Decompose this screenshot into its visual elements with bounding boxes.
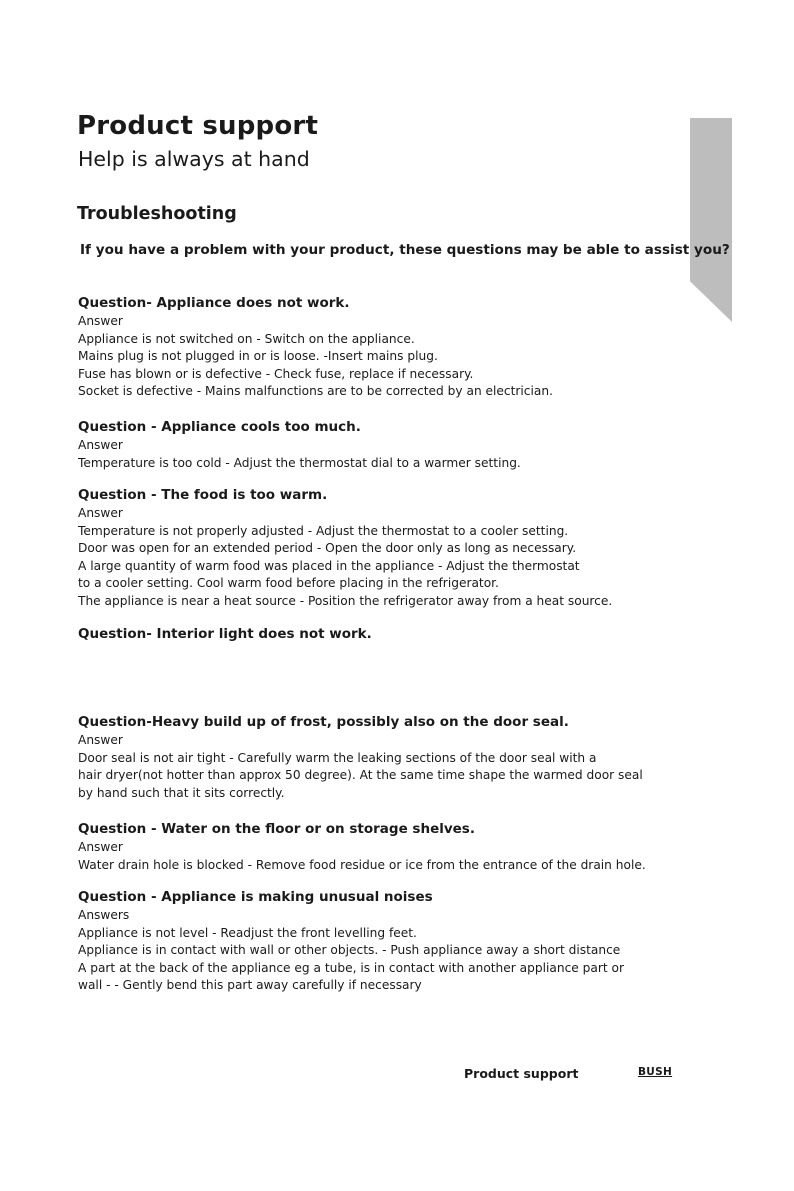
section-title: Troubleshooting bbox=[77, 204, 237, 224]
answer-line: Appliance is in contact with wall or other objects. - Push appliance away a short distance bbox=[78, 943, 621, 957]
answer-line: Appliance is not level - Readjust the front levelling feet. bbox=[78, 925, 417, 940]
section-intro: If you have a problem with your product, these questions may be able to assist you? bbox=[80, 242, 730, 258]
answer-line: to a cooler setting. Cool warm food before placing in the refrigerator. bbox=[78, 576, 499, 590]
answer-label: Answer bbox=[78, 506, 123, 520]
question-block-appliance-not-work bbox=[78, 293, 698, 401]
section-tab-marker bbox=[690, 118, 732, 322]
answer-line: wall - - Gently bend this part away carefully if necessary bbox=[78, 978, 422, 992]
question-block-unusual-noises bbox=[78, 887, 698, 995]
question-title: Question- Interior light does not work. bbox=[78, 626, 372, 642]
question-block-cools-too-much bbox=[78, 417, 698, 472]
answer-line: Door seal is not air tight - Carefully warm the leaking sections of the door seal with a bbox=[78, 750, 597, 765]
answer-line: Temperature is too cold - Adjust the thermostat dial to a warmer setting. bbox=[78, 455, 521, 470]
question-block-frost bbox=[78, 712, 698, 802]
page-subtitle: Help is always at hand bbox=[78, 147, 310, 171]
page-title: Product support bbox=[77, 111, 319, 141]
question-block-food-too-warm bbox=[78, 485, 698, 610]
answer-line: The appliance is near a heat source - Position the refrigerator away from a heat source. bbox=[78, 593, 613, 608]
answer-line: by hand such that it sits correctly. bbox=[78, 785, 285, 800]
answer-label: Answer bbox=[78, 314, 123, 328]
question-block-water-on-floor bbox=[78, 819, 698, 874]
question-block-interior-light bbox=[78, 624, 698, 644]
question-title: Question - Water on the floor or on storage shelves. bbox=[78, 821, 475, 837]
answer-line: Mains plug is not plugged in or is loose. -Insert mains plug. bbox=[78, 349, 438, 363]
answer-line: Socket is defective - Mains malfunctions are to be corrected by an electrician. bbox=[78, 384, 553, 398]
answer-line: Water drain hole is blocked - Remove food residue or ice from the entrance of the drain hole. bbox=[78, 857, 646, 872]
question-title: Question - Appliance cools too much. bbox=[78, 419, 361, 435]
question-title: Question-Heavy build up of frost, possibly also on the door seal. bbox=[78, 714, 569, 730]
answer-label: Answer bbox=[78, 438, 123, 452]
answer-line: Door was open for an extended period - Open the door only as long as necessary. bbox=[78, 541, 577, 555]
answer-label: Answers bbox=[78, 908, 130, 922]
answer-line: Appliance is not switched on - Switch on the appliance. bbox=[78, 331, 415, 346]
question-title: Question - The food is too warm. bbox=[78, 487, 328, 503]
question-title: Question - Appliance is making unusual noises bbox=[78, 889, 433, 905]
answer-label: Answer bbox=[78, 840, 123, 854]
bush-logo bbox=[638, 1066, 672, 1078]
footer-label: Product support bbox=[464, 1066, 579, 1081]
answer-line: Fuse has blown or is defective - Check fuse, replace if necessary. bbox=[78, 366, 474, 381]
answer-line: A large quantity of warm food was placed in the appliance - Adjust the thermostat bbox=[78, 558, 580, 573]
question-title: Question- Appliance does not work. bbox=[78, 295, 350, 311]
answer-line: hair dryer(not hotter than approx 50 degree). At the same time shape the warmed door seal bbox=[78, 768, 643, 782]
answer-label: Answer bbox=[78, 733, 123, 747]
answer-line: Temperature is not properly adjusted - Adjust the thermostat to a cooler setting. bbox=[78, 523, 569, 538]
bush-logo-text: BUSH bbox=[638, 1066, 673, 1078]
answer-line: A part at the back of the appliance eg a tube, is in contact with another appliance part or bbox=[78, 960, 624, 975]
